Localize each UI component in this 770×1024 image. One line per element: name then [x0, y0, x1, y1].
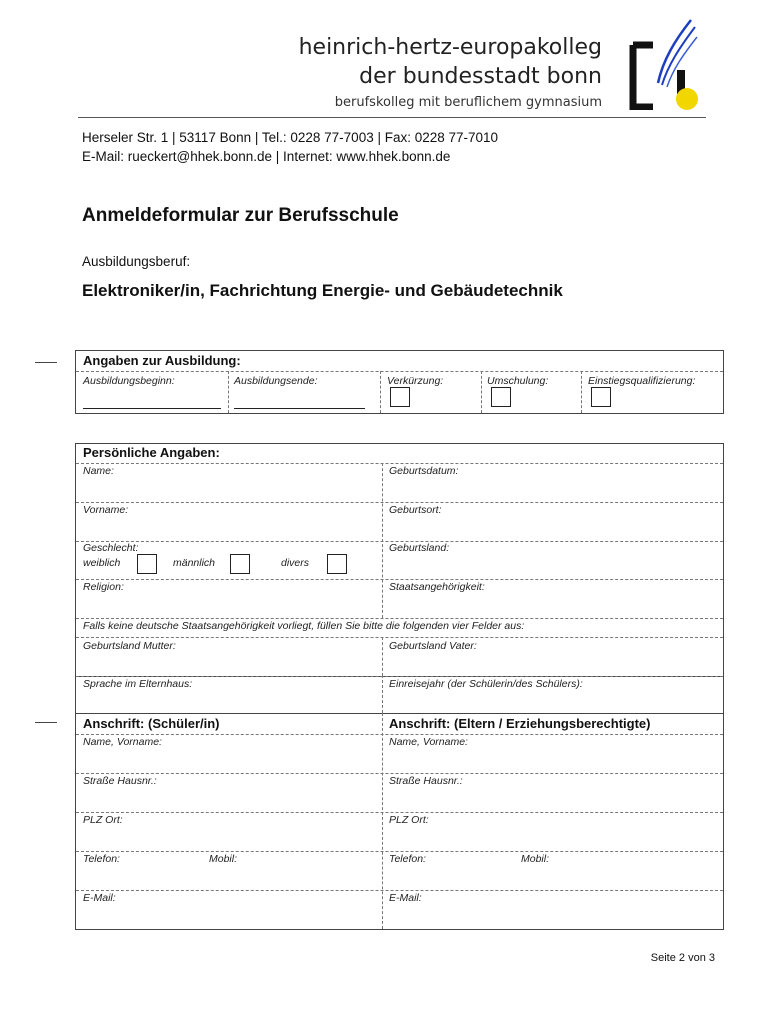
schueler-mobil-field[interactable]: Mobil: — [209, 853, 238, 865]
schueler-telefon-field[interactable]: Telefon: — [83, 853, 120, 865]
contact-line1: Herseler Str. 1 | 53117 Bonn | Tel.: 0228 77-7003 | Fax: 0228 77-7010 — [82, 130, 499, 145]
eltern-telefon-field[interactable]: Telefon: — [389, 853, 426, 865]
section-personal-cont — [75, 675, 724, 714]
header-divider — [78, 117, 706, 118]
vorname-field[interactable]: Vorname: — [83, 504, 129, 516]
margin-mark — [35, 722, 57, 723]
divers-label: divers — [281, 557, 310, 569]
schueler-email-field[interactable]: E-Mail: — [83, 892, 116, 904]
field-label: Ausbildungsende: — [234, 375, 318, 387]
einreisejahr-field[interactable]: Einreisejahr (der Schülerin/des Schülers): — [389, 678, 583, 690]
eltern-name-field[interactable]: Name, Vorname: — [389, 736, 468, 748]
anschrift-eltern-heading: Anschrift: (Eltern / Erziehungsberechtigte) — [389, 716, 651, 731]
field-label: Verkürzung: — [387, 375, 444, 387]
beruf-label: Ausbildungsberuf: — [82, 254, 191, 269]
anschrift-schueler-heading: Anschrift: (Schüler/in) — [83, 716, 220, 731]
form-title: Anmeldeformular zur Berufsschule — [82, 205, 399, 226]
schueler-plz-field[interactable]: PLZ Ort: — [83, 814, 123, 826]
eltern-plz-field[interactable]: PLZ Ort: — [389, 814, 429, 826]
school-logo — [625, 15, 705, 110]
geburtsland-vater-field[interactable]: Geburtsland Vater: — [389, 640, 477, 652]
maennlich-label: männlich — [173, 557, 216, 569]
beruf-value: Elektroniker/in, Fachrichtung Energie- und Gebäudetechnik — [82, 281, 563, 300]
contact-line2: E-Mail: rueckert@hhek.bonn.de | Internet: www.hhek.bonn.de — [82, 149, 451, 164]
geschlecht-label: Geschlecht: — [83, 542, 139, 554]
ausbildungsende-input[interactable] — [234, 408, 365, 409]
einstieg-checkbox[interactable] — [591, 387, 611, 407]
sprache-field[interactable]: Sprache im Elternhaus: — [83, 678, 193, 690]
name-field[interactable]: Name: — [83, 465, 114, 477]
eltern-mobil-field[interactable]: Mobil: — [521, 853, 550, 865]
section-anschrift — [75, 713, 724, 930]
religion-field[interactable]: Religion: — [83, 581, 124, 593]
umschulung-checkbox[interactable] — [491, 387, 511, 407]
ausbildungsbeginn-input[interactable] — [83, 408, 221, 409]
divers-checkbox[interactable] — [327, 554, 347, 574]
geburtsland-mutter-field[interactable]: Geburtsland Mutter: — [83, 640, 176, 652]
maennlich-checkbox[interactable] — [230, 554, 250, 574]
section-heading: Angaben zur Ausbildung: — [83, 353, 241, 368]
verkuerzung-checkbox[interactable] — [390, 387, 410, 407]
geburtsdatum-field[interactable]: Geburtsdatum: — [389, 465, 459, 477]
weiblich-checkbox[interactable] — [137, 554, 157, 574]
staatsangehoerigkeit-field[interactable]: Staatsangehörigkeit: — [389, 581, 485, 593]
field-label: Ausbildungsbeginn: — [83, 375, 175, 387]
section-heading: Persönliche Angaben: — [83, 445, 220, 460]
school-subtitle: berufskolleg mit beruflichem gymnasium — [334, 95, 602, 110]
weiblich-label: weiblich — [83, 557, 121, 569]
school-name-line1: heinrich-hertz-europakolleg — [298, 35, 602, 60]
foreign-note: Falls keine deutsche Staatsangehörigkeit vorliegt, füllen Sie bitte die folgenden vier Felder aus: — [83, 620, 525, 632]
section-personal — [75, 443, 724, 677]
eltern-email-field[interactable]: E-Mail: — [389, 892, 422, 904]
eltern-strasse-field[interactable]: Straße Hausnr.: — [389, 775, 463, 787]
geburtsort-field[interactable]: Geburtsort: — [389, 504, 442, 516]
field-label: Einstiegsqualifizierung: — [588, 375, 696, 387]
page-number: Seite 2 von 3 — [650, 952, 715, 964]
field-label: Umschulung: — [487, 375, 549, 387]
section-ausbildung — [75, 350, 724, 414]
schueler-name-field[interactable]: Name, Vorname: — [83, 736, 162, 748]
school-name-line2: der bundesstadt bonn — [359, 64, 602, 89]
margin-mark — [35, 362, 57, 363]
schueler-strasse-field[interactable]: Straße Hausnr.: — [83, 775, 157, 787]
geburtsland-field[interactable]: Geburtsland: — [389, 542, 450, 554]
